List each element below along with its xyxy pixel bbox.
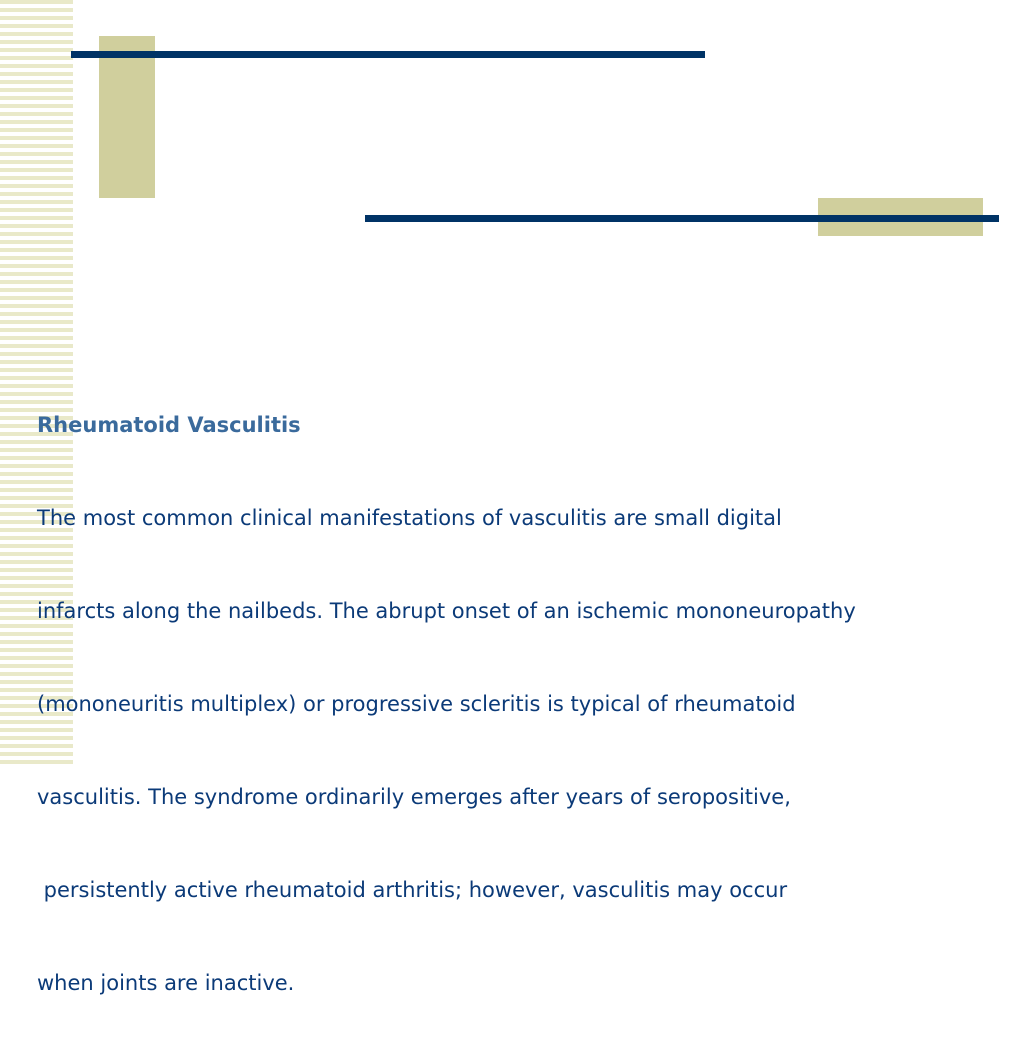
slide-body xyxy=(37,348,1024,1061)
body-text-line: infarcts along the nailbeds. The abrupt onset of an ischemic mononeuropathy xyxy=(37,599,856,623)
body-text-line: persistently active rheumatoid arthritis; however, vasculitis may occur xyxy=(37,878,788,902)
slide-title: Rheumatoid Vasculitis xyxy=(37,413,301,437)
body-text-line: when joints are inactive. xyxy=(37,971,295,995)
body-text-line: The most common clinical manifestations of vasculitis are small digital xyxy=(37,506,782,530)
vertical-accent-block xyxy=(99,36,155,198)
body-text-line: vasculitis. The syndrome ordinarily emerges after years of seropositive, xyxy=(37,785,791,809)
middle-horizontal-rule xyxy=(365,215,999,222)
body-text-line: (mononeuritis multiplex) or progressive scleritis is typical of rheumatoid xyxy=(37,692,796,716)
top-horizontal-rule xyxy=(71,51,705,58)
